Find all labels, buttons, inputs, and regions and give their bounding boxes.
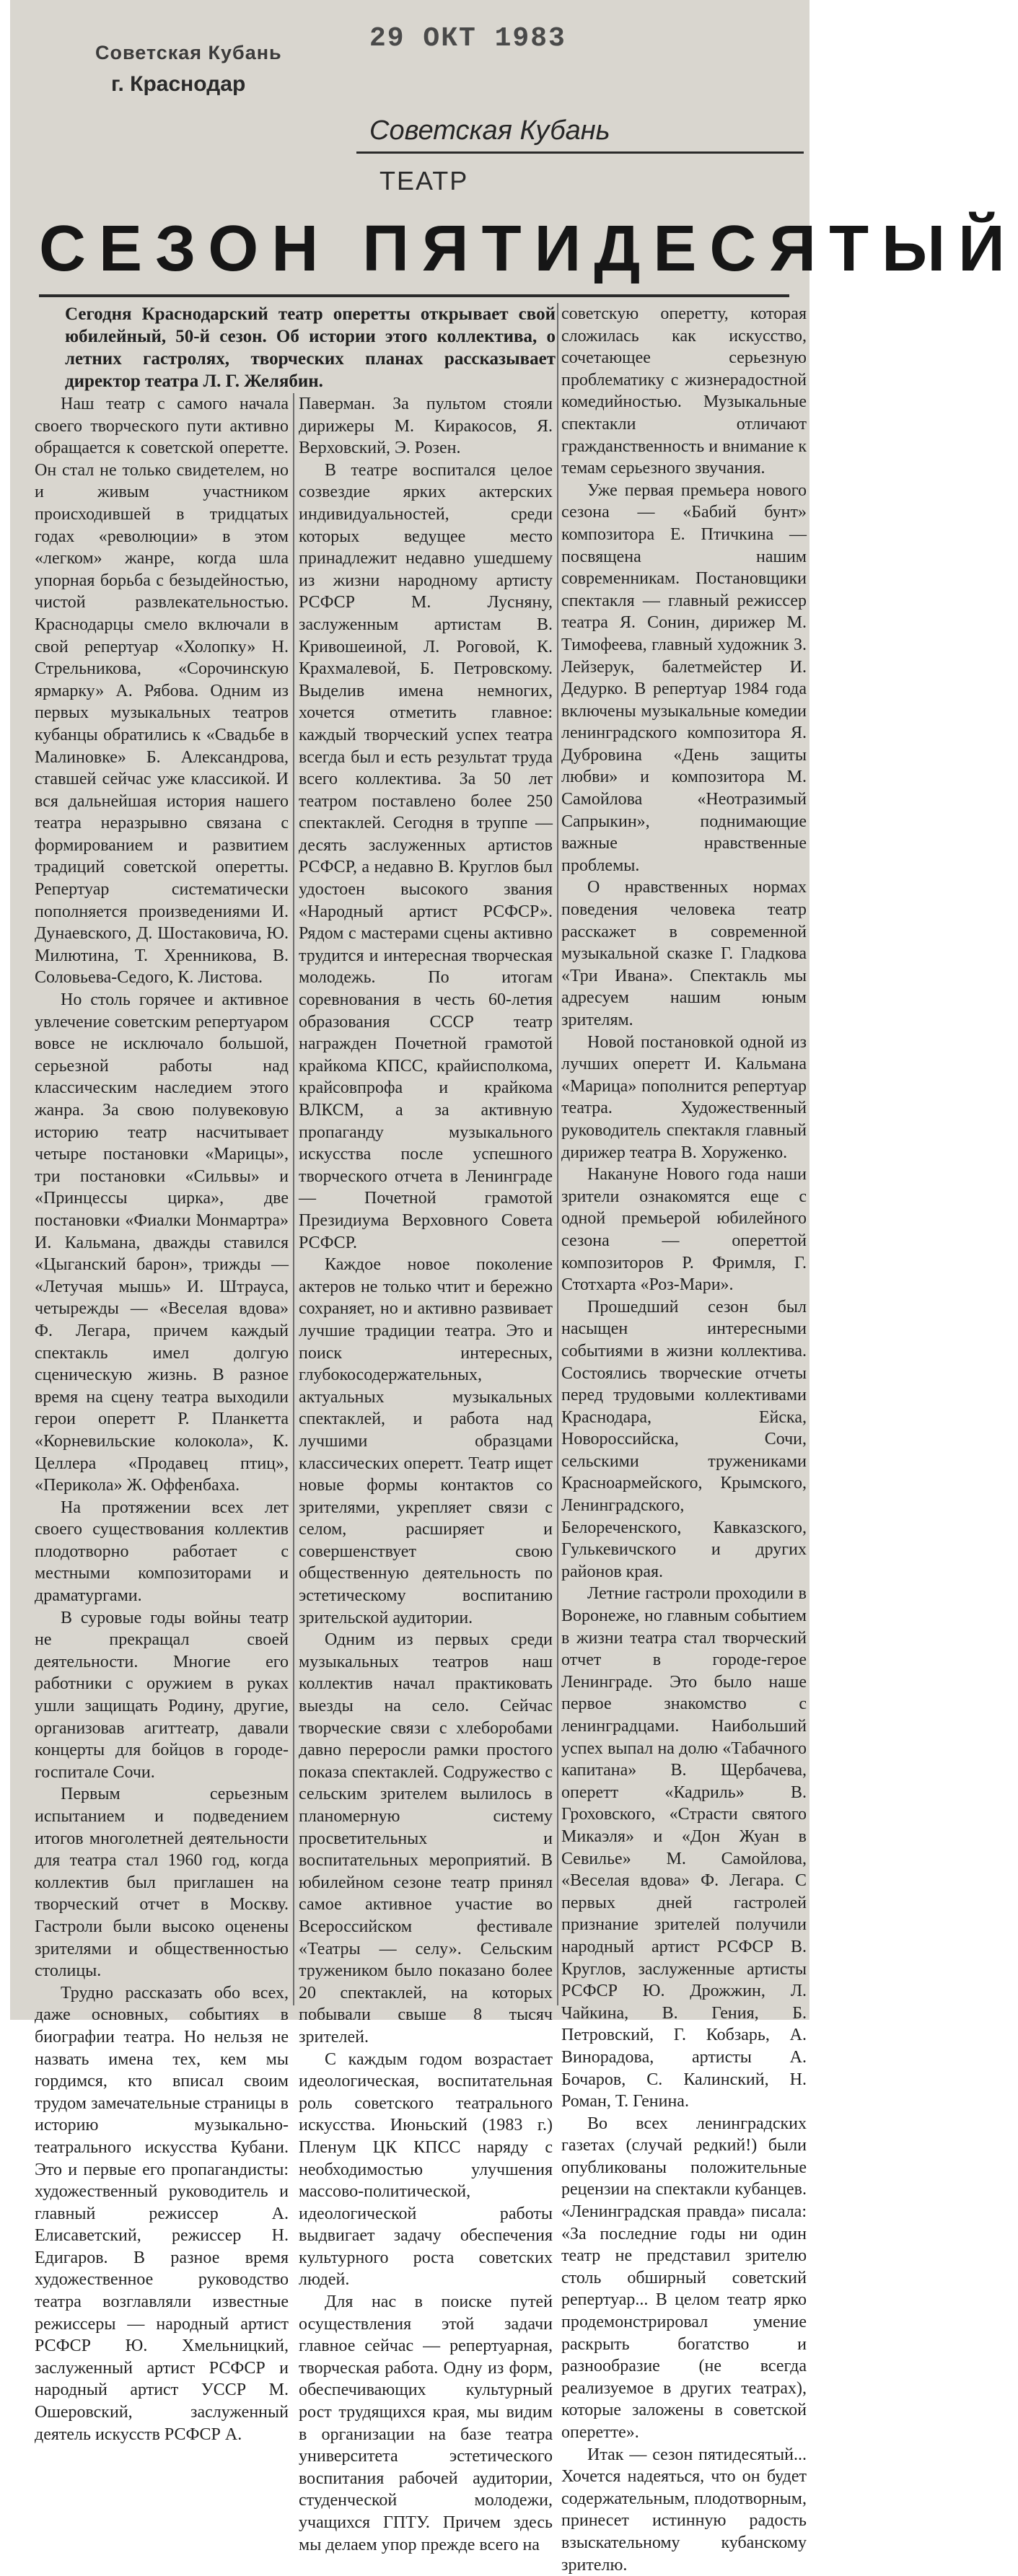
paragraph: Накануне Нового года наши зрители ознакомятся еще с одной премьерой юбилейного сезона — опереттой композиторов Р. Фримля, Г. Стотхарта «Роз-Мари».	[561, 1165, 807, 1295]
paragraph: Итак — сезон пятидесятый... Хочется надеяться, что он будет содержательным, плодотворным, принесет истинную радость взыскательному кубанскому зрителю.	[561, 2445, 807, 2575]
paragraph: Наш театр с самого начала своего творческого пути активно обращается к советской оперетте. Он стал не только свидетелем, но и живым участником происходившей в тридцатых годах «революции» в этом «легком» жанре, когда шла упорная борьба с безыдейностью, чистой развлекательностью. Краснодарцы смело включали в свой репертуар «Холопку» Н. Стрельникова, «Сорочинскую ярмарку» А. Рябова. Одним из первых музыкальных театров кубанцы обратились к «Свадьбе в Малиновке» Б. Александрова, ставшей сейчас уже классикой. И вся дальнейшая история нашего театра неразрывно связана с формированием и развитием традиций советской оперетты. Репертуар систематически пополняется произведениями И. Дунаевского, Д. Шостаковича, Ю. Милютина, Т. Хренникова, В. Соловьева-Седого, К. Листова.	[35, 395, 289, 988]
article-title: СЕЗОН ПЯТИДЕСЯТЫЙ	[39, 213, 1018, 285]
paragraph: Уже первая премьера нового сезона — «Бабий бунт» композитора Е. Птичкина — посвящена нашим современникам. Постановщики спектакля — главный режиссер театра Я. Сонин, дирижер М. Тимофеева, главный художник З. Лейзерук, балетмейстер И. Дедурко. В репертуар 1984 года включены музыкальные комедии ленинградского композитора Я. Дубровина «День защиты любви» и композитора М. Самойлова «Неотразимый Сапрыкин», поднимающие важные нравственные проблемы.	[561, 480, 807, 875]
paragraph: Одним из первых среди музыкальных театров наш коллектив начал практиковать выезды на село. Сейчас творческие связи с хлеборобами давно переросли рамки простого показа спектаклей. Содружество с сельским зрителем вылилось в планомерную систему просветительных и воспитательных мероприятий. В юбилейном сезоне театр принял самое активное участие во Всероссийском фестивале «Театры — селу». Сельским тружеником было показано более 20 спектаклей, на которых побывали свыше 8 тысяч зрителей.	[299, 1630, 553, 2047]
paragraph: Прошедший сезон был насыщен интересными событиями в жизни коллектива. Состоялись творческие отчеты перед трудовыми коллективами Краснодара, Ейска, Новороссийска, Сочи, сельскими тружениками Красноармейского, Крымского, Ленинградского, Белореченского, Кавказского, Гулькевичского и других районов края.	[561, 1297, 807, 1581]
column-divider	[293, 393, 294, 2005]
newspaper-masthead: Советская Кубань	[369, 115, 610, 146]
paragraph: Каждое новое поколение актеров не только чтит и бережно сохраняет, но и активно развивает лучшие традиции театра. Это и поиск интересных, глубокосодержательных, актуальных музыкальных спектаклей, и работа над лучшими образцами классических оперетт. Театр ищет новые формы контактов со зрителями, укрепляет связи с селом, расширяет и совершенствует свою общественную деятельность по эстетическому воспитанию зрительской аудитории.	[299, 1255, 553, 1627]
city-stamp: г. Краснодар	[111, 72, 246, 96]
source-stamp: Советская Кубань	[95, 42, 282, 63]
paragraph: Трудно рассказать обо всех, даже основных, событиях в биографии театра. Но нельзя не назвать имена тех, кем мы гордимся, кто вписал своим трудом замечательные страницы в историю музыкально-театрального искусства Кубани. Это и первые его пропагандисты: художественный руководитель и главный режиссер А. Елисаветский, режиссер Н. Едигаров. В разное время художественное руководство театра возглавляли известные режиссеры — народный артист РСФСР Ю. Хмельницкий, заслуженный артист РСФСР и народный артист УССР М. Ошеровский, заслуженный деятель искусств РСФСР А.	[35, 1983, 289, 2444]
section-rubric: ТЕАТР	[379, 166, 469, 195]
article-column-2	[299, 393, 553, 2556]
paragraph: Для нас в поиске путей осуществления этой задачи главное сейчас — репертуарная, творческая работа. Одну из форм, обеспечивающих культурный рост трудящихся края, мы видим в организации на базе театра университета эстетического воспитания рабочей аудитории, студенческой молодежи, учащихся ГПТУ. Причем здесь мы делаем упор прежде всего на	[299, 2293, 553, 2554]
article-column-3	[561, 303, 807, 2576]
column-divider	[557, 303, 558, 2005]
article-lead: Сегодня Краснодарский театр оперетты открывает свой юбилейный, 50-й сезон. Об истории этого коллектива, о летних гастролях, творческих планах рассказывает директор театра Л. Г. Желябин.	[65, 304, 556, 391]
title-divider	[39, 294, 789, 297]
paragraph: В суровые годы войны театр не прекращал своей деятельности. Многие его работники с оружием в руках ушли защищать Родину, другие, организовав агиттеатр, давали концерты для бойцов в городе-госпитале Сочи.	[35, 1608, 289, 1782]
paragraph: В театре воспитался целое созвездие ярких актерских индивидуальностей, среди которых ведущее место принадлежит недавно ушедшему из жизни народному артисту РСФСР М. Лусняну, заслуженным артистам В. Кривошеиной, Л. Роговой, К. Крахмалевой, Б. Петровскому. Выделив имена немногих, хочется отметить главное: каждый творческий успех театра всегда был и есть результат труда всего коллектива. За 50 лет театром поставлено более 250 спектаклей. Сегодня в труппе — десять заслуженных артистов РСФСР, а недавно В. Круглов был удостоен высокого звания «Народный артист РСФСР». Рядом с мастерами сцены активно трудится и интересная творческая молодежь. По итогам соревнования в честь 60-летия образования СССР театр награжден Почетной грамотой крайкома КПСС, крайисполкома, крайсовпрофа и крайкома ВЛКСМ, а за активную пропаганду музыкального искусства после успешного творческого отчета в Ленинграде — Почетной грамотой Президиума Верховного Совета РСФСР.	[299, 460, 553, 1252]
masthead-divider	[356, 151, 804, 154]
paragraph: Летние гастроли проходили в Воронеже, но главным событием в жизни театра стал творческий отчет в городе-герое Ленинграде. Это было наше первое знакомство с ленинградцами. Наибольший успех выпал на долю «Табачного капитана» В. Щербачева, оперетт «Кадриль» В. Гроховского, «Страсти святого Микаэля» и «Дон Жуан в Севилье» М. Самойлова, «Веселая вдова» Ф. Легара. С первых дней гастролей признание зрителей получили народный артист РСФСР В. Круглов, заслуженные артисты РСФСР Ю. Дрожжин, Л. Чайкина, В. Гения, Б. Петровский, Г. Кобзарь, А. Винорадова, артисты А. Бочаров, С. Калинский, Н. Роман, Т. Генина.	[561, 1584, 807, 2111]
paragraph: Новой постановкой одной из лучших оперетт И. Кальмана «Марица» пополнится репертуар театра. Художественный руководитель спектакля главный дирижер театра В. Хоруженко.	[561, 1032, 807, 1162]
paragraph: Первым серьезным испытанием и подведением итогов многолетней деятельности для театра стал 1960 год, когда коллектив был приглашен на творческий отчет в Москву. Гастроли были высоко оценены зрителями и общественностью столицы.	[35, 1785, 289, 1981]
paragraph: советскую оперетту, которая сложилась как искусство, сочетающее серьезную проблематику с жизнерадостной комедийностью. Музыкальные спектакли отличают гражданственность и внимание к темам серьезного звучания.	[561, 304, 807, 478]
paragraph: На протяжении всех лет своего существования коллектив плодотворно работает с местными композиторами и драматургами.	[35, 1498, 289, 1606]
paragraph: Во всех ленинградских газетах (случай редкий!) были опубликованы положительные рецензии на спектакли кубанцев. «Ленинградская правда» писала: «За последние годы ни один театр не представил зрителю столь обширный советский репертуар... В целом театр ярко продемонстрировал умение раскрыть богатство и разнообразие (не всегда реализуемое в других театрах), которые заложены в советской оперетте».	[561, 2114, 807, 2442]
date-stamp: 29 ОКТ 1983	[369, 23, 566, 54]
paragraph: Но столь горячее и активное увлечение советским репертуаром вовсе не исключало большой, серьезной работы над классическим наследием этого жанра. За свою полувековую историю театр насчитывает четыре постановки «Марицы», три постановки «Сильвы» и «Принцессы цирка», две постановки «Фиалки Монмартра» И. Кальмана, дважды ставился «Цыганский барон», трижды — «Летучая мышь» И. Штрауса, четырежды — «Веселая вдова» Ф. Легара, причем каждый спектакль имел долгую сценическую жизнь. В разное время на сцену театра выходили герои оперетт Р. Планкетта «Корневильские колокола», К. Целлера «Продавец птиц», «Перикола» Ж. Оффенбаха.	[35, 990, 289, 1495]
article-column-1	[35, 393, 289, 2445]
newspaper-clipping	[10, 0, 1018, 2575]
paragraph: О нравственных нормах поведения человека театр расскажет в современной музыкальной сказке Г. Гладкова «Три Ивана». Спектакль мы адресуем нашим юным зрителям.	[561, 878, 807, 1029]
paragraph: С каждым годом возрастает идеологическая, воспитательная роль советского театрального искусства. Июньский (1983 г.) Пленум ЦК КПСС наряду с необходимостью улучшения массово-политической, идеологической работы выдвигает задачу обеспечения культурного роста советских людей.	[299, 2049, 553, 2290]
paragraph: Паверман. За пультом стояли дирижеры М. Киракосов, Я. Верховский, Э. Розен.	[299, 395, 553, 458]
